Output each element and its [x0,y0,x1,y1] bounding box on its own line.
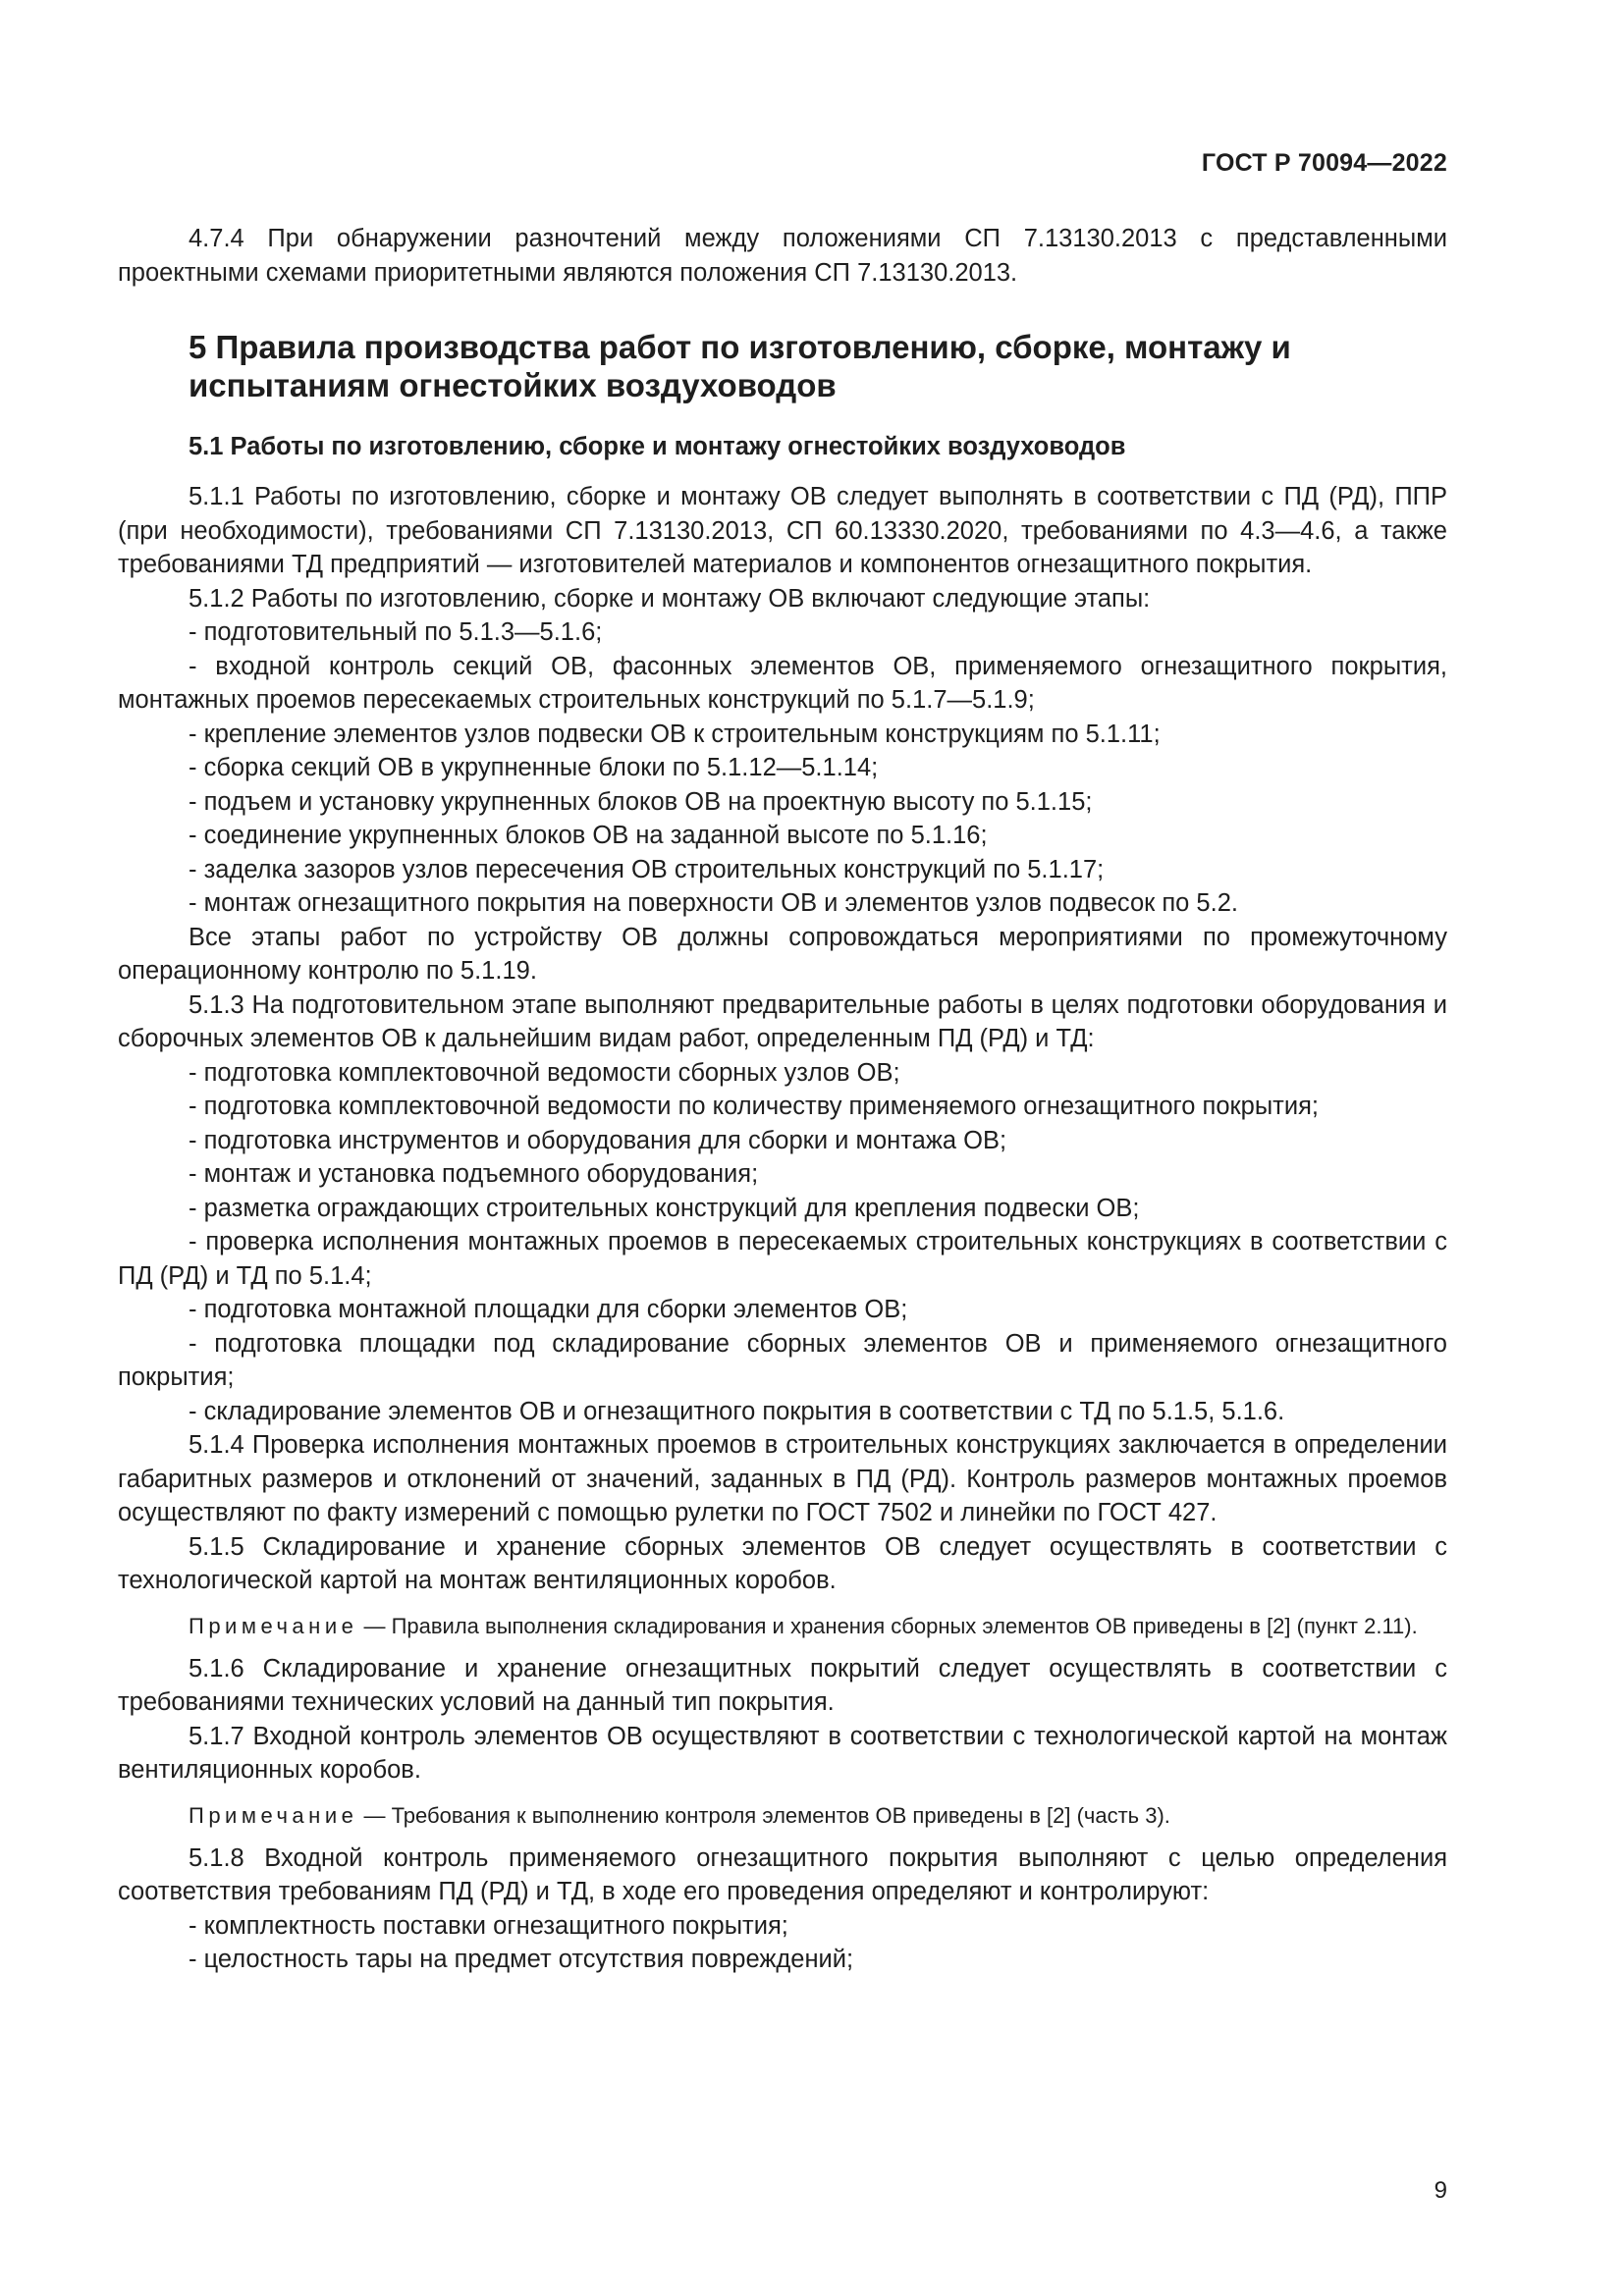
note-text: — Требования к выполнению контроля элементов ОВ приведены в [2] (часть 3). [357,1802,1170,1828]
note-label: Примечание [189,1802,358,1828]
note-text: — Правила выполнения складирования и хранения сборных элементов ОВ приведены в [2] (пункт 2.11). [357,1613,1418,1638]
paragraph: 5.1.7 Входной контроль элементов ОВ осуществляют в соответствии с технологической картой на монтаж вентиляционных коробов. [118,1722,1447,1784]
paragraph: 5.1.2 Работы по изготовлению, сборке и монтажу ОВ включают следующие этапы: [189,584,1151,613]
list-item: - складирование элементов ОВ и огнезащитного покрытия в соответствии с ТД по 5.1.5, 5.1.6. [189,1397,1285,1425]
paragraph: 5.1.4 Проверка исполнения монтажных проемов в строительных конструкциях заключается в определении габаритных размеров и отклонений от значений, заданных в ПД (РД). Контроль размеров монтажных проемов осуществляют по факту измерений с помощью рулетки по ГОСТ 7502 и линейки по ГОСТ 427. [118,1431,1447,1526]
paragraph: 5.1.5 Складирование и хранение сборных элементов ОВ следует осуществлять в соответствии с технологической картой на монтаж вентиляционных коробов. [118,1532,1447,1594]
paragraph: Все этапы работ по устройству ОВ должны сопровождаться мероприятиями по промежуточному операционному контролю по 5.1.19. [118,923,1447,985]
list-item: - разметка ограждающих строительных конструкций для крепления подвески ОВ; [189,1194,1140,1222]
list-item: - входной контроль секций ОВ, фасонных элементов ОВ, применяемого огнезащитного покрытия, монтажных проемов пересекаемых строительных конструкций по 5.1.7—5.1.9; [118,652,1447,714]
list-item: - крепление элементов узлов подвески ОВ к строительным конструкциям по 5.1.11; [189,720,1161,748]
list-item: - подготовка комплектовочной ведомости по количеству применяемого огнезащитного покрытия; [189,1093,1319,1120]
paragraph: 5.1.1 Работы по изготовлению, сборке и монтажу ОВ следует выполнять в соответствии с ПД (РД), ППР (при необходимости), требованиями СП 7.13130.2013, СП 60.13330.2020, требованиями по 4.3—4.6, а также требованиями ТД предприятий — изготовителей материалов и компонентов огнезащитного покрытия. [118,483,1447,578]
document-body [118,222,1447,1977]
note [118,1800,1447,1831]
paragraph: 5.1.6 Складирование и хранение огнезащитных покрытий следует осуществлять в соответствии с требованиями технических условий на данный тип покрытия. [118,1654,1447,1716]
list-item: - подготовка монтажной площадки для сборки элементов ОВ; [189,1296,908,1323]
document-code-header: ГОСТ Р 70094—2022 [1201,149,1447,177]
list-item: - комплектность поставки огнезащитного покрытия; [189,1911,788,1940]
list-item: - заделка зазоров узлов пересечения ОВ строительных конструкций по 5.1.17; [189,855,1105,883]
list-item: - целостность тары на предмет отсутствия повреждений; [189,1946,854,1973]
list-item: - монтаж и установка подъемного оборудования; [189,1160,759,1188]
note [118,1611,1447,1641]
paragraph: 4.7.4 При обнаружении разночтений между положениями СП 7.13130.2013 с представленными проектными схемами приоритетными являются положения СП 7.13130.2013. [118,225,1447,287]
list-item: - подъем и установку укрупненных блоков ОВ на проектную высоту по 5.1.15; [189,787,1093,816]
list-item: - проверка исполнения монтажных проемов в пересекаемых строительных конструкциях в соответствии с ПД (РД) и ТД по 5.1.4; [118,1228,1447,1290]
subsection-heading: 5.1 Работы по изготовлению, сборке и монтажу огнестойких воздуховодов [189,433,1126,460]
list-item: - монтаж огнезащитного покрытия на поверхности ОВ и элементов узлов подвесок по 5.2. [189,889,1238,917]
list-item: - подготовка площадки под складирование сборных элементов ОВ и применяемого огнезащитного покрытия; [118,1329,1447,1391]
section-heading: 5 Правила производства работ по изготовлению, сборке, монтажу и испытаниям огнестойких воздуховодов [189,329,1291,403]
list-item: - подготовительный по 5.1.3—5.1.6; [189,618,603,646]
list-item: - подготовка инструментов и оборудования для сборки и монтажа ОВ; [189,1126,1007,1154]
list-item: - подготовка комплектовочной ведомости сборных узлов ОВ; [189,1058,900,1087]
list-item: - сборка секций ОВ в укрупненные блоки по 5.1.12—5.1.14; [189,754,879,781]
list-item: - соединение укрупненных блоков ОВ на заданной высоте по 5.1.16; [189,822,988,849]
page-number: 9 [1434,2177,1447,2204]
note-label: Примечание [189,1613,358,1638]
paragraph: 5.1.8 Входной контроль применяемого огнезащитного покрытия выполняют с целью определения соответствия требованиям ПД (РД) и ТД, в ходе его проведения определяют и контролируют: [118,1843,1447,1905]
paragraph: 5.1.3 На подготовительном этапе выполняют предварительные работы в целях подготовки оборудования и сборочных элементов ОВ к дальнейшим видам работ, определенным ПД (РД) и ТД: [118,990,1447,1052]
